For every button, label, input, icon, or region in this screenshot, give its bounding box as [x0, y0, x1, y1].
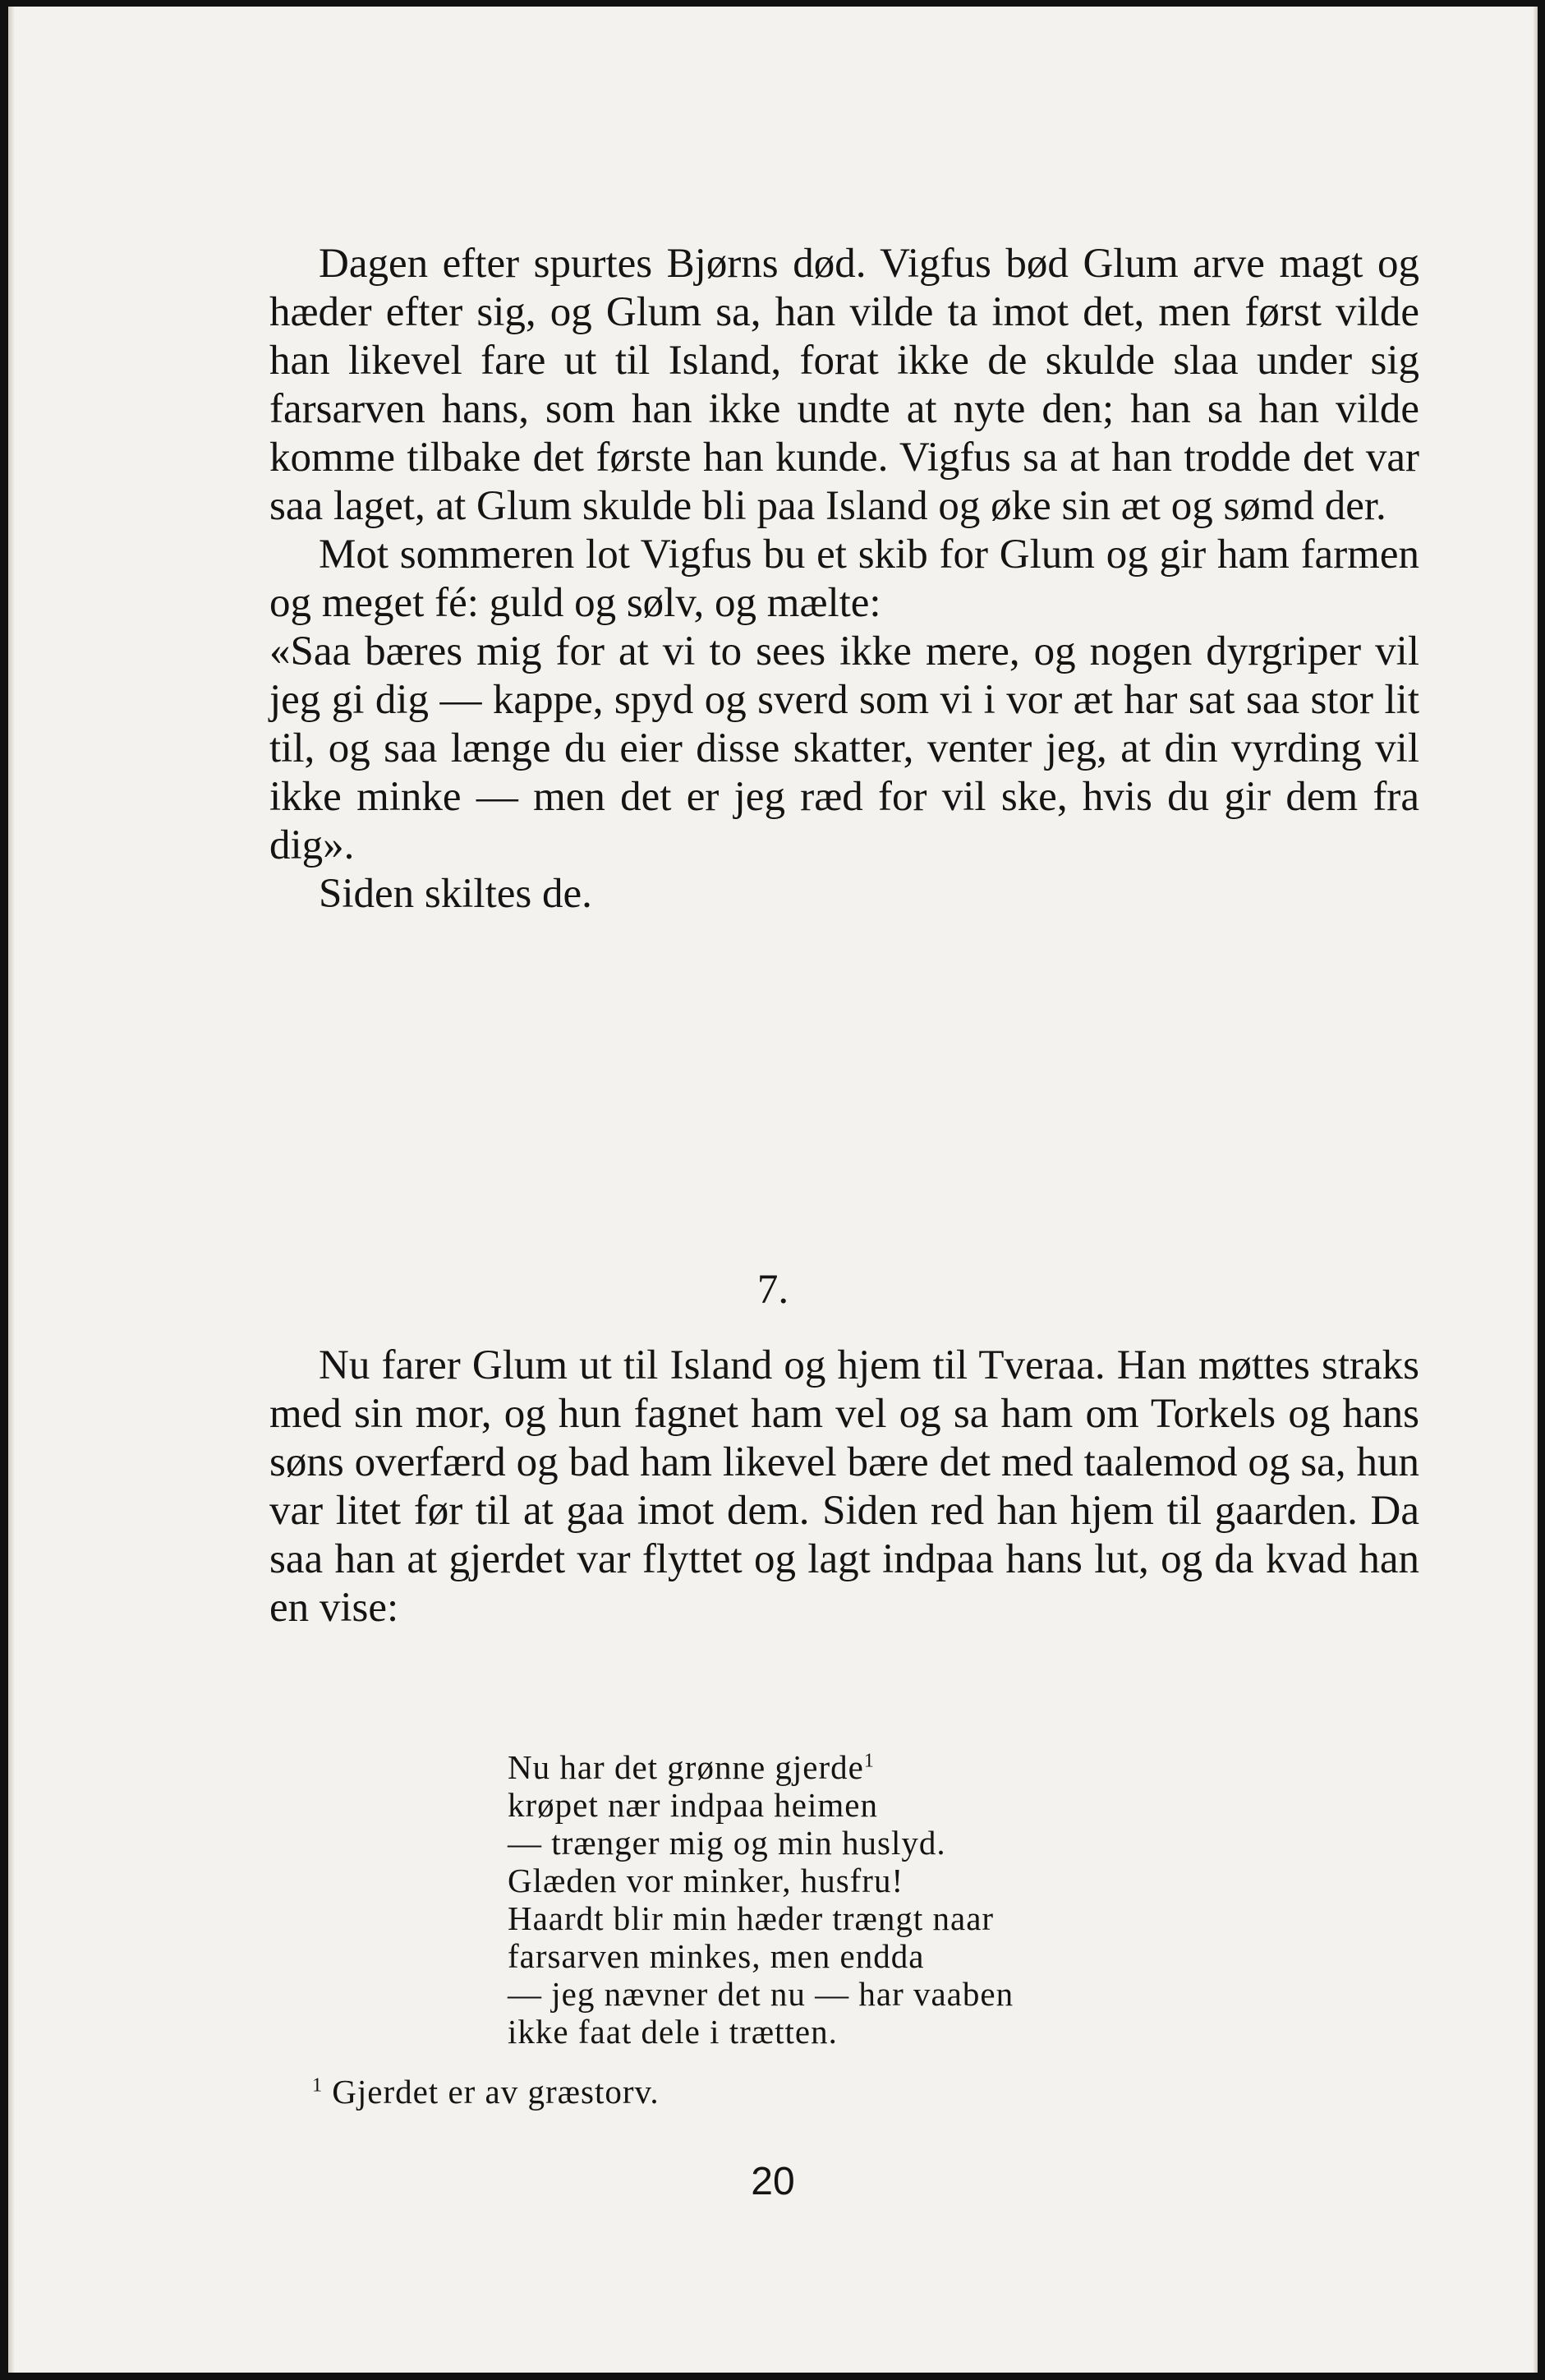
poem-verse [508, 1748, 1313, 2051]
page-edge-left [8, 7, 15, 2373]
chapter-number: 7. [756, 1267, 789, 1313]
poem-line [508, 1748, 1313, 1786]
poem-line: — trænger mig og min huslyd. [508, 1824, 946, 1862]
footnote-marker: 1 [312, 2074, 323, 2097]
poem-line-text: Nu har det grønne gjerde [508, 1748, 864, 1786]
paragraph-vigfus-speech: «Saa bæres mig for at vi to sees ikke mere, og nogen dyrgriper vil jeg gi dig — kappe, spyd og sverd som vi i vor æt har sat saa stor lit til, og saa længe du eier disse skatter, venter jeg, at din vyrding vil ikke minke — men det er jeg ræd for vil ske, hvis du gir dem fra dig». [269, 628, 1419, 868]
footnote-reference: 1 [863, 1750, 875, 1772]
book-page [8, 7, 1538, 2373]
paragraph-glum-returns: Nu farer Glum ut til Island og hjem til Tveraa. Han møttes straks med sin mor, og hun fagnet ham vel og sa ham om Torkels og hans søns overfærd og bad ham likevel bære det med taalemod og sa, hun var litet før til at gaa imot dem. Siden red han hjem til gaarden. Da saa han at gjerdet var flyttet og lagt indpaa hans lut, og da kvad han en vise: [269, 1342, 1419, 1631]
footnote [312, 2073, 660, 2111]
poem-line: — jeg nævner det nu — har vaaben [508, 1975, 1014, 2013]
paragraph-summer-ship: Mot sommeren lot Vigfus bu et skib for Glum og gir ham farmen og meget fé: guld og sølv, og mælte: [269, 532, 1419, 626]
footnote-text: Gjerdet er av græstorv. [332, 2073, 660, 2111]
poem-line: farsarven minkes, men endda [508, 1937, 925, 1975]
paragraph-bjorns-death: Dagen efter spurtes Bjørns død. Vigfus bød Glum arve magt og hæder efter sig, og Glum sa, han vilde ta imot det, men først vilde han likevel fare ut til Island, forat ikke de skulde slaa under sig farsarven hans, som han ikke undte at nyte den; han sa han vilde komme tilbake det første han kunde. Vigfus sa at han trodde det var saa laget, at Glum skulde bli paa Island og øke sin æt og sømd der. [269, 241, 1419, 529]
text-block-top [269, 240, 1419, 918]
poem-line: ikke faat dele i trætten. [508, 2013, 838, 2051]
text-block-chapter [269, 1342, 1419, 1632]
poem-line: krøpet nær indpaa heimen [508, 1786, 878, 1824]
paragraph-parting: Siden skiltes de. [319, 871, 592, 917]
poem-line: Glæden vor minker, husfru! [508, 1862, 904, 1899]
poem-line: Haardt blir min hæder trængt naar [508, 1899, 995, 1937]
page-edge-right [1533, 7, 1538, 2373]
page-number: 20 [751, 2160, 795, 2203]
